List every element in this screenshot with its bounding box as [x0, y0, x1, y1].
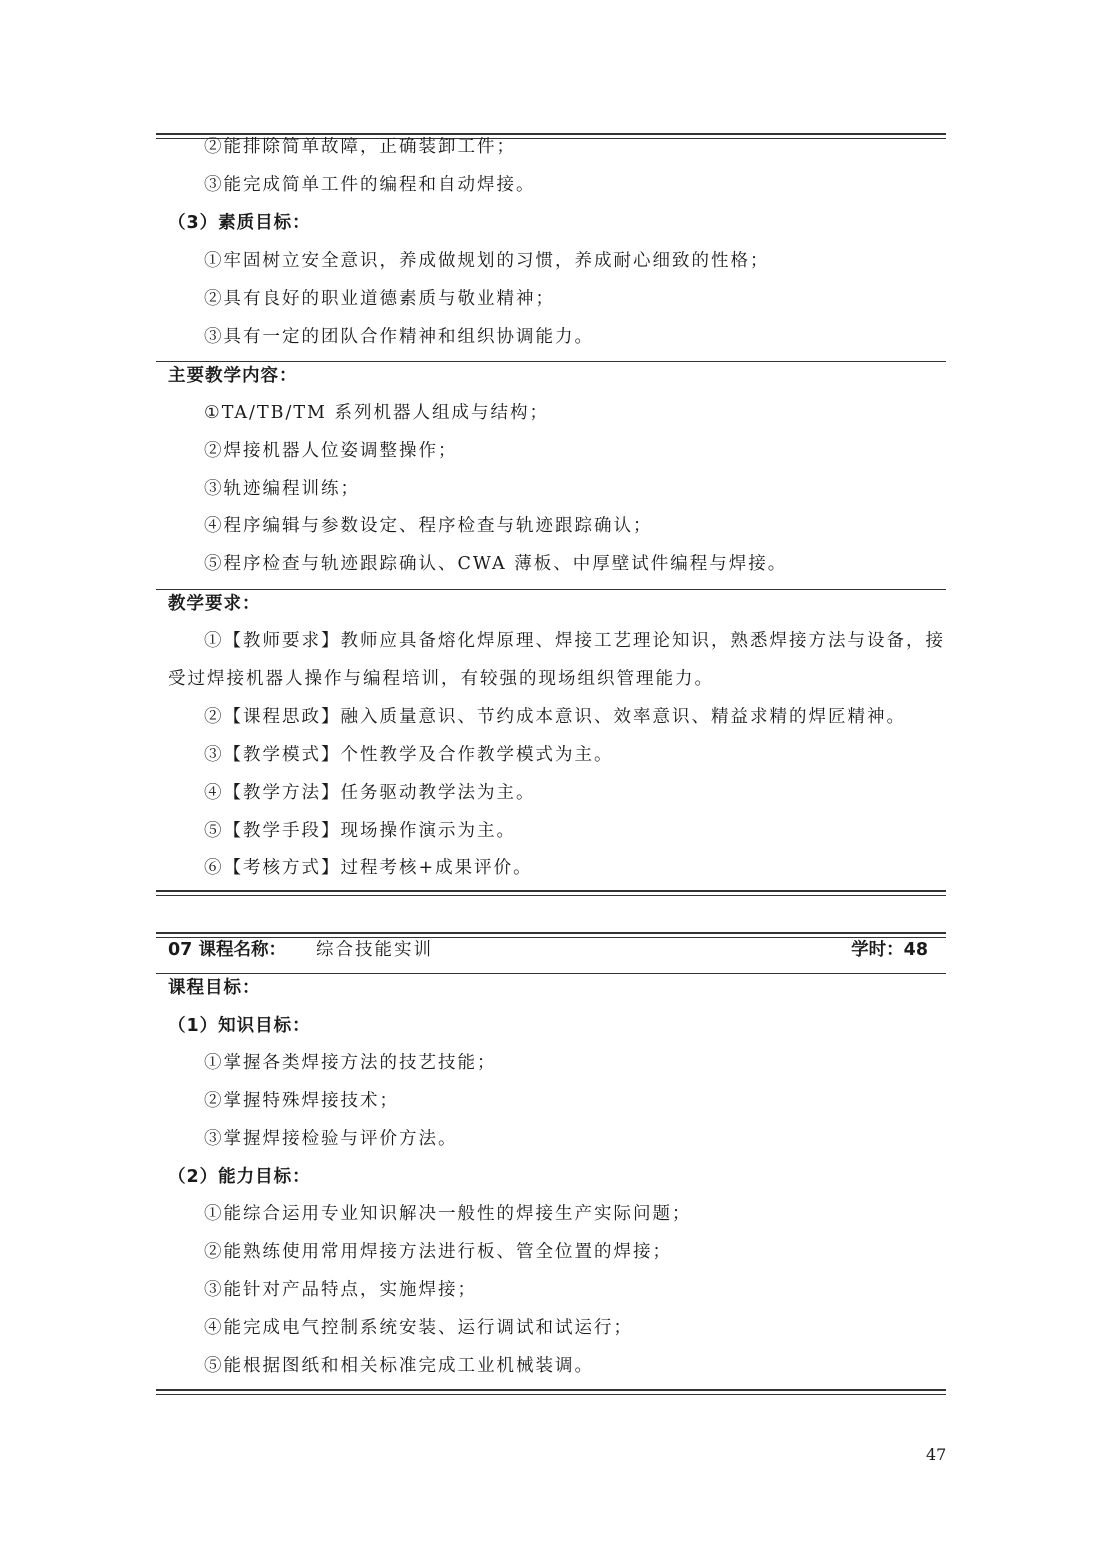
- course-label: 07 课程名称：: [168, 940, 286, 960]
- list-item: ④能完成电气控制系统安装、运行调试和试运行；: [204, 1318, 633, 1338]
- list-item: ③具有一定的团队合作精神和组织协调能力。: [204, 327, 594, 347]
- list-item-continuation: 受过焊接机器人操作与编程培训，有较强的现场组织管理能力。: [168, 669, 714, 689]
- list-item: ②焊接机器人位姿调整操作；: [204, 441, 458, 461]
- course-name: 综合技能实训: [315, 940, 433, 960]
- knowledge-objectives-heading: （1）知识目标：: [168, 1016, 311, 1036]
- ability-objectives-heading: （2）能力目标：: [168, 1167, 311, 1187]
- list-item: ②【课程思政】融入质量意识、节约成本意识、效率意识、精益求精的焊匠精神。: [204, 707, 906, 727]
- list-item: ③能完成简单工件的编程和自动焊接。: [204, 175, 536, 195]
- list-item: ①牢固树立安全意识，养成做规划的习惯，养成耐心细致的性格；: [204, 251, 770, 271]
- list-item: ⑥【考核方式】过程考核+成果评价。: [204, 858, 533, 878]
- list-item: ①【教师要求】教师应具备熔化焊原理、焊接工艺理论知识，熟悉焊接方法与设备，接: [204, 631, 945, 651]
- row-divider: [156, 589, 946, 590]
- course-objectives-heading: 课程目标：: [168, 978, 261, 998]
- list-item: ③【教学模式】个性教学及合作教学模式为主。: [204, 745, 614, 765]
- list-item: ⑤程序检查与轨迹跟踪确认、CWA 薄板、中厚壁试件编程与焊接。: [204, 554, 788, 574]
- list-item: ②能排除简单故障，正确装卸工件；: [204, 137, 516, 157]
- teaching-requirements-heading: 教学要求：: [168, 594, 261, 614]
- list-item: ①能综合运用专业知识解决一般性的焊接生产实际问题；: [204, 1204, 692, 1224]
- list-item: ③掌握焊接检验与评价方法。: [204, 1129, 458, 1149]
- list-item: ③轨迹编程训练；: [204, 479, 360, 499]
- quality-objectives-heading: （3）素质目标：: [168, 213, 311, 233]
- list-item: ④程序编辑与参数设定、程序检查与轨迹跟踪确认；: [204, 516, 653, 536]
- list-item: ②具有良好的职业道德素质与敬业精神；: [204, 289, 555, 309]
- list-item: ②掌握特殊焊接技术；: [204, 1091, 399, 1111]
- list-item: ⑤【教学手段】现场操作演示为主。: [204, 821, 516, 841]
- list-item: ①掌握各类焊接方法的技艺技能；: [204, 1053, 497, 1073]
- page-number: 47: [926, 1445, 947, 1464]
- course-hours: 学时：48: [851, 940, 928, 960]
- table-bottom-rule: [156, 1389, 946, 1395]
- row-divider: [156, 361, 946, 362]
- list-item: ⑤能根据图纸和相关标准完成工业机械装调。: [204, 1356, 594, 1376]
- list-item: ③能针对产品特点，实施焊接；: [204, 1280, 477, 1300]
- list-item: ④【教学方法】任务驱动教学法为主。: [204, 783, 536, 803]
- course-title-row: [168, 938, 928, 962]
- table-bottom-rule: [156, 890, 946, 896]
- list-item: ②能熟练使用常用焊接方法进行板、管全位置的焊接；: [204, 1242, 672, 1262]
- teaching-content-heading: 主要教学内容：: [168, 366, 298, 386]
- row-divider: [156, 973, 946, 974]
- list-item: ①TA/TB/TM 系列机器人组成与结构；: [204, 403, 550, 423]
